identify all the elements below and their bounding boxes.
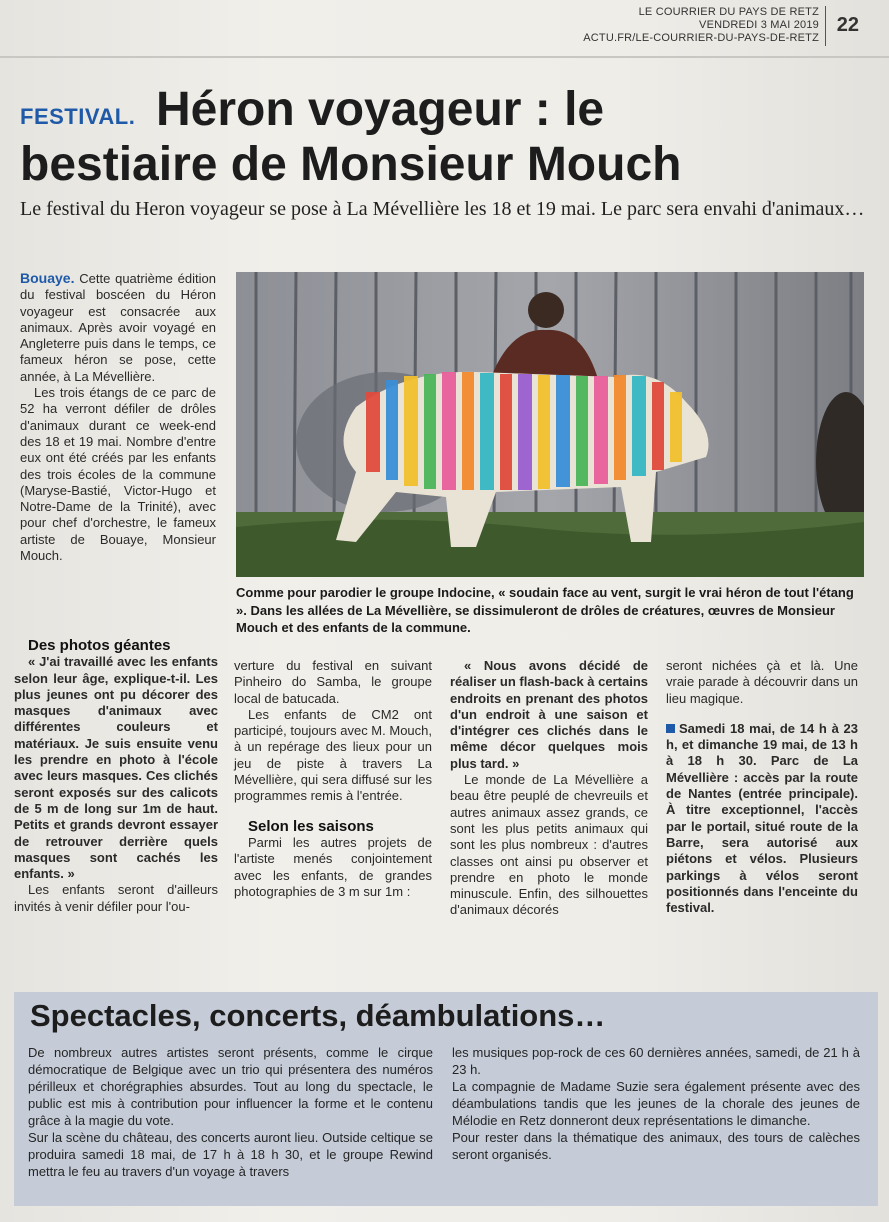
sidebar-right-paragraph-1: les musiques pop-rock de ces 60 dernières années, samedi, de 21 h à 23 h. — [452, 1045, 860, 1077]
article-photo — [236, 272, 864, 577]
subhead-photos-geantes: Des photos géantes — [28, 637, 171, 654]
sidebar-left-paragraph-2: Sur la scène du château, des concerts auront lieu. Outside celtique se produira samedi 18 mai, de 17 h à 18 h 30, et le groupe Rewind mettra le feu au travers d'un voyage à travers — [28, 1130, 433, 1179]
article-column-2 — [234, 658, 432, 900]
col3-paragraph-2: Le monde de La Mévellière a beau être peuplé de chevreuils et autres animaux assez grands, ce sont les plus petits animaux qui sont les plus nombreux : d'autres classes ont ainsi pu observer et prendre en photo le monde minuscule. Enfin, des silhouettes d'animaux décorés — [450, 772, 648, 918]
header-divider — [825, 6, 826, 46]
sidebar-left-paragraph-1: De nombreux autres artistes seront présents, comme le cirque démocratique de Belgique avec un trio qui présentera des numéros périlleux et chorégraphies absurdes. Tout au long du spectacle, le public est mis à contribution pour influencer la forme et le contenu grâce à la magie du vote. — [28, 1045, 433, 1128]
col3-quote: « Nous avons décidé de réaliser un flash-back à certains endroits en prenant des photos d'un endroit à une saison et d'intégrer ces clichés dans le même décor quelques mois plus tard. » — [450, 658, 648, 771]
col1-paragraph-2: Les trois étangs de ce parc de 52 ha verront défiler de drôles d'animaux durant ce week-end des 18 et 19 mai. Nombre d'entre eux ont été créés par les enfants des trois écoles de la commune (Maryse-Bastié, Victor-Hugo et Notre-Dame de la Trinité), avec pour chef d'orchestre, le fameux artiste de Bouaye, Monsieur Mouch. — [20, 385, 216, 564]
sidebar-title: Spectacles, concerts, déambulations… — [30, 998, 606, 1033]
article-standfirst: Le festival du Heron voyageur se pose à La Mévellière les 18 et 19 mai. Le parc sera envahi d'animaux… — [20, 198, 865, 220]
sidebar-right-column — [452, 1044, 860, 1163]
issue-date: VENDREDI 3 MAI 2019 — [699, 19, 819, 31]
headline-line-2: bestiaire de Monsieur Mouch — [20, 138, 682, 191]
practical-info-text: Samedi 18 mai, de 14 h à 23 h, et dimanche 19 mai, de 13 h à 18 h 30. Parc de La Mévellière : accès par la route de Nantes (entrée principale). À titre exceptionnel, l'accès par le portail, situé route de la Barre, sera autorisé aux piétons et vélos. Plusieurs parkings à vélos seront positionnés dans l'enceinte du festival. — [666, 720, 858, 916]
headline-line-1: Héron voyageur : le — [156, 83, 605, 136]
practical-info — [666, 721, 858, 917]
page-number: 22 — [836, 14, 859, 36]
photo-caption: Comme pour parodier le groupe Indocine, « soudain face au vent, surgit le vrai héron de tout l'étang ». Dans les allées de La Mévellière, se dissimuleront de drôles de créatures, œuvres de Monsieur Mouch et des enfants de la commune. — [236, 585, 854, 635]
col4-paragraph-1: seront nichées çà et là. Une vraie parade à découvrir dans un lieu magique. — [666, 658, 858, 706]
website-url: ACTU.FR/LE-COURRIER-DU-PAYS-DE-RETZ — [583, 32, 819, 44]
article-column-1 — [20, 270, 216, 564]
sidebar-right-paragraph-2: La compagnie de Madame Suzie sera également présente avec des déambulations tandis que les jeunes de la chorale des jeunes de Mélodie en Retz donneront deux représentations le dimanche. — [452, 1079, 860, 1128]
page-header — [583, 6, 819, 45]
col1-quote: « J'ai travaillé avec les enfants selon leur âge, explique-t-il. Les plus jeunes ont pu décorer des masques d'animaux avec différentes couleurs et matériaux. Je suis ensuite venu les prendre en photo à l'école avec leurs masques. Ces clichés seront exposés sur des calicots de 5 m de long sur 1m de haut. Petits et grands devront essayer de retrouver derrière quels masques sont cachés les enfants. » — [14, 654, 218, 882]
subhead-selon-les-saisons: Selon les saisons — [248, 817, 374, 835]
col1-paragraph-4: Les enfants seront d'ailleurs invités à venir défiler pour l'ou- — [14, 882, 218, 914]
photo-artist-with-bear-sculpture — [236, 272, 864, 577]
top-rule — [0, 56, 889, 58]
col1-paragraph-1 — [20, 270, 216, 385]
col2-paragraph-2: Les enfants de CM2 ont participé, toujours avec M. Mouch, à un repérage des lieux pour un jeu de piste à travers La Mévellière, qui sera diffusé sur les programmes remis à l'entrée. — [234, 706, 432, 804]
dateline: Bouaye. — [20, 270, 75, 286]
article-kicker: FESTIVAL. — [20, 104, 136, 129]
col1-p1-text: Cette quatrième édition du festival boscéen du Héron voyageur est consacrée aux animaux. Après avoir voyagé en Angleterre puis dans le temps, ce fameux héron se pose, cette année, à La Mévellière. — [20, 271, 216, 384]
info-square-icon — [666, 724, 675, 733]
article-headline — [20, 82, 880, 192]
col2-paragraph-1: verture du festival en suivant Pinheiro do Samba, le groupe local de batucada. — [234, 658, 432, 706]
article-column-3 — [450, 658, 648, 919]
sidebar-left-column — [28, 1044, 433, 1180]
article-column-1-continued — [14, 638, 218, 915]
sidebar-right-paragraph-3: Pour rester dans la thématique des animaux, des tours de calèches seront organisés. — [452, 1130, 860, 1162]
article-column-4 — [666, 658, 858, 916]
col2-paragraph-3: Parmi les autres projets de l'artiste menés conjointement avec les enfants, de grandes photographies de 3 m sur 1m : — [234, 834, 432, 899]
publication-name: LE COURRIER DU PAYS DE RETZ — [638, 6, 819, 18]
